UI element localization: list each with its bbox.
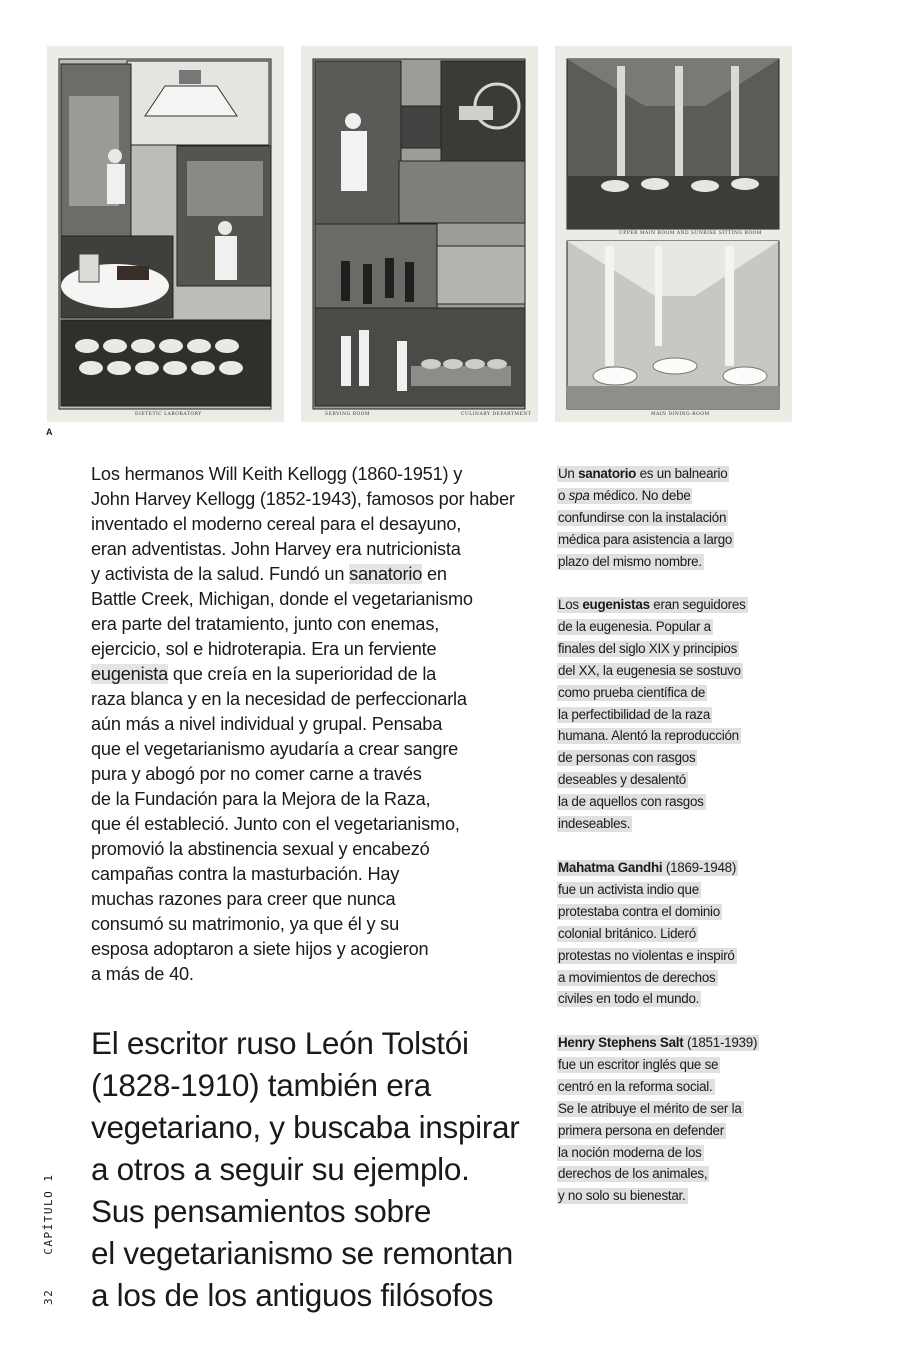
- body-line: aún más a nivel individual y grupal. Pensaba: [91, 714, 443, 734]
- sidenote-line: [557, 1185, 787, 1207]
- sidenote-line: [557, 660, 787, 682]
- sidenote-term: Henry Stephens Salt: [558, 1035, 684, 1050]
- running-footer: [42, 1174, 55, 1305]
- sidenote-gandhi: [557, 857, 787, 1010]
- sidenote-sanatorio: [557, 463, 787, 573]
- sidenote-line: [557, 923, 787, 945]
- sidenote-text: Se le atribuye el mérito de ser la: [558, 1100, 742, 1116]
- figure-label: A: [46, 427, 53, 437]
- sidenote-line: [557, 529, 787, 551]
- sidenote-line: [557, 791, 787, 813]
- body-text-segment: en: [422, 564, 447, 584]
- body-line: Battle Creek, Michigan, donde el vegetarianismo: [91, 589, 473, 609]
- chapter-label: CAPÍTULO 1: [42, 1173, 55, 1255]
- sidenote-line: [557, 747, 787, 769]
- pull-quote-line: a los de los antiguos filósofos: [91, 1277, 494, 1313]
- sidenote-line: [557, 551, 787, 573]
- body-line: que él estableció. Junto con el vegetarianismo,: [91, 814, 460, 834]
- sidenote-line: [557, 682, 787, 704]
- sidenote-text: protestaba contra el dominio: [558, 903, 720, 919]
- glossary-term: sanatorio: [349, 564, 423, 584]
- pull-quote-line: Sus pensamientos sobre: [91, 1193, 432, 1229]
- pull-quote-line: El escritor ruso León Tolstói: [91, 1025, 469, 1061]
- sidenote-text: es un balneario: [636, 466, 728, 481]
- sidenote-term: eugenistas: [582, 597, 650, 612]
- sidenote-text: indeseables.: [558, 816, 631, 832]
- pull-quote-line: (1828-1910) también era: [91, 1067, 431, 1103]
- sidenote-text: humana. Alentó la reproducción: [558, 728, 739, 744]
- sidenote-text: médica para asistencia a largo: [558, 531, 733, 547]
- body-line: era parte del tratamiento, junto con enemas,: [91, 614, 440, 634]
- body-line: pura y abogó por no comer carne a través: [91, 764, 422, 784]
- glossary-term: eugenista: [91, 664, 169, 684]
- photo-plate-dietetic: [47, 46, 284, 422]
- sidenote-line: [557, 463, 787, 485]
- sidenote-line: [557, 945, 787, 967]
- sidenote-line: [557, 725, 787, 747]
- sidenote-text: la perfectibilidad de la raza: [558, 706, 711, 722]
- sidenote-line: [557, 1032, 787, 1054]
- sidenote-line: [557, 967, 787, 989]
- sidenote-text: como prueba científica de: [558, 684, 706, 700]
- culinary-department-collage: [301, 46, 538, 422]
- sidenote-text: la noción moderna de los: [558, 1144, 702, 1160]
- sidenote-text: confundirse con la instalación: [558, 509, 727, 525]
- sidenote-line: [557, 813, 787, 835]
- sidenote-salt: [557, 1032, 787, 1207]
- pull-quote: [91, 1022, 551, 1316]
- photo-plate-culinary: [301, 46, 538, 422]
- pull-quote-line: vegetariano, y buscaba inspirar: [91, 1109, 520, 1145]
- sidenote-text: la de aquellos con rasgos: [558, 794, 704, 810]
- sidenote-text: spa: [568, 487, 590, 503]
- body-line: promovió la abstinencia sexual y encabezó: [91, 839, 430, 859]
- sidenote-text: primera persona en defender: [558, 1122, 724, 1138]
- body-line: inventado el moderno cereal para el desayuno,: [91, 514, 462, 534]
- sidenote-text: eran seguidores: [649, 597, 746, 612]
- body-line: esposa adoptaron a siete hijos y acogieron: [91, 939, 429, 959]
- sidenote-text: y no solo su bienestar.: [558, 1188, 686, 1204]
- body-line: [91, 562, 531, 587]
- sidenote-text: Un: [558, 466, 579, 481]
- body-line: eran adventistas. John Harvey era nutricionista: [91, 539, 461, 559]
- body-line: a más de 40.: [91, 964, 194, 984]
- sidenote-line: [557, 879, 787, 901]
- sidenote-line: [557, 638, 787, 660]
- sidenote-line: [557, 616, 787, 638]
- page-number: 32: [42, 1288, 55, 1305]
- body-paragraph: [91, 462, 531, 987]
- sidenote-text: derechos de los animales,: [558, 1166, 708, 1182]
- sidenote-text: centró en la reforma social.: [558, 1078, 713, 1094]
- body-line: ejercicio, sol e hidroterapia. Era un ferviente: [91, 639, 437, 659]
- sidenote-line: [557, 988, 787, 1010]
- sidenote-line: [557, 507, 787, 529]
- plate-caption-bottom: MAIN DINING-ROOM: [651, 412, 710, 417]
- sidenote-eugenistas: [557, 594, 787, 835]
- body-line: John Harvey Kellogg (1852-1943), famosos por haber: [91, 489, 515, 509]
- sidenote-text: Los: [558, 597, 583, 612]
- sidenote-text: a movimientos de derechos: [558, 969, 716, 985]
- sidenote-text: del XX, la eugenesia se sostuvo: [558, 662, 741, 678]
- plate-caption-top: UPPER MAIN BOOM AND SUNRISE SITTING ROOM: [619, 231, 762, 236]
- plate-caption-right: CULINARY DEPARTMENT: [461, 412, 532, 417]
- sidenote-text: protestas no violentas e inspiró: [558, 947, 735, 963]
- sidenote-text: plazo del mismo nombre.: [558, 553, 702, 569]
- sidenote-line: [557, 1120, 787, 1142]
- sidenote-text: fue un escritor inglés que se: [558, 1056, 719, 1072]
- sidenote-line: [557, 594, 787, 616]
- sidenote-line: [557, 1163, 787, 1185]
- body-line: consumó su matrimonio, ya que él y su: [91, 914, 399, 934]
- body-line: [91, 662, 531, 687]
- sidenote-text: o: [558, 487, 569, 503]
- pull-quote-line: el vegetarianismo se remontan: [91, 1235, 514, 1271]
- sidenote-term: sanatorio: [578, 466, 637, 481]
- photo-plate-dining: [555, 46, 792, 422]
- sidenote-text: de personas con rasgos: [558, 750, 696, 766]
- body-text-segment: que creía en la superioridad de la: [168, 664, 437, 684]
- body-line: que el vegetarianismo ayudaría a crear sangre: [91, 739, 459, 759]
- body-line: muchas razones para creer que nunca: [91, 889, 396, 909]
- body-line: de la Fundación para la Mejora de la Raza,: [91, 789, 431, 809]
- sidenote-line: [557, 485, 787, 507]
- sidenote-text: (1851-1939): [683, 1035, 758, 1050]
- body-line: raza blanca y en la necesidad de perfeccionarla: [91, 689, 467, 709]
- sidenote-line: [557, 1142, 787, 1164]
- sidenote-text: (1869-1948): [662, 860, 737, 875]
- sidenote-text: de la eugenesia. Popular a: [558, 618, 711, 634]
- sidenote-line: [557, 769, 787, 791]
- sidenote-text: médico. No debe: [589, 487, 691, 503]
- sidenote-term: Mahatma Gandhi: [558, 860, 663, 875]
- body-line: campañas contra la masturbación. Hay: [91, 864, 400, 884]
- sidenote-line: [557, 1076, 787, 1098]
- sidenote-text: civiles en todo el mundo.: [558, 991, 700, 1007]
- sidenote-line: [557, 1054, 787, 1076]
- sidenote-line: [557, 1098, 787, 1120]
- sidenote-line: [557, 704, 787, 726]
- sidenote-text: deseables y desalentó: [558, 772, 687, 788]
- sidenote-text: finales del siglo XIX y principios: [558, 640, 738, 656]
- body-line: Los hermanos Will Keith Kellogg (1860-1951) y: [91, 464, 463, 484]
- plate-caption-left: SERVING ROOM: [325, 412, 370, 417]
- sidenote-text: colonial británico. Lideró: [558, 925, 696, 941]
- pull-quote-line: a otros a seguir su ejemplo.: [91, 1151, 470, 1187]
- dietetic-laboratory-collage: [47, 46, 284, 422]
- sidenote-line: [557, 901, 787, 923]
- plate-caption: DIETETIC LABORATORY: [135, 412, 202, 417]
- body-text-segment: y activista de la salud. Fundó un: [91, 564, 350, 584]
- sidenote-text: fue un activista indio que: [558, 881, 699, 897]
- sidenote-line: [557, 857, 787, 879]
